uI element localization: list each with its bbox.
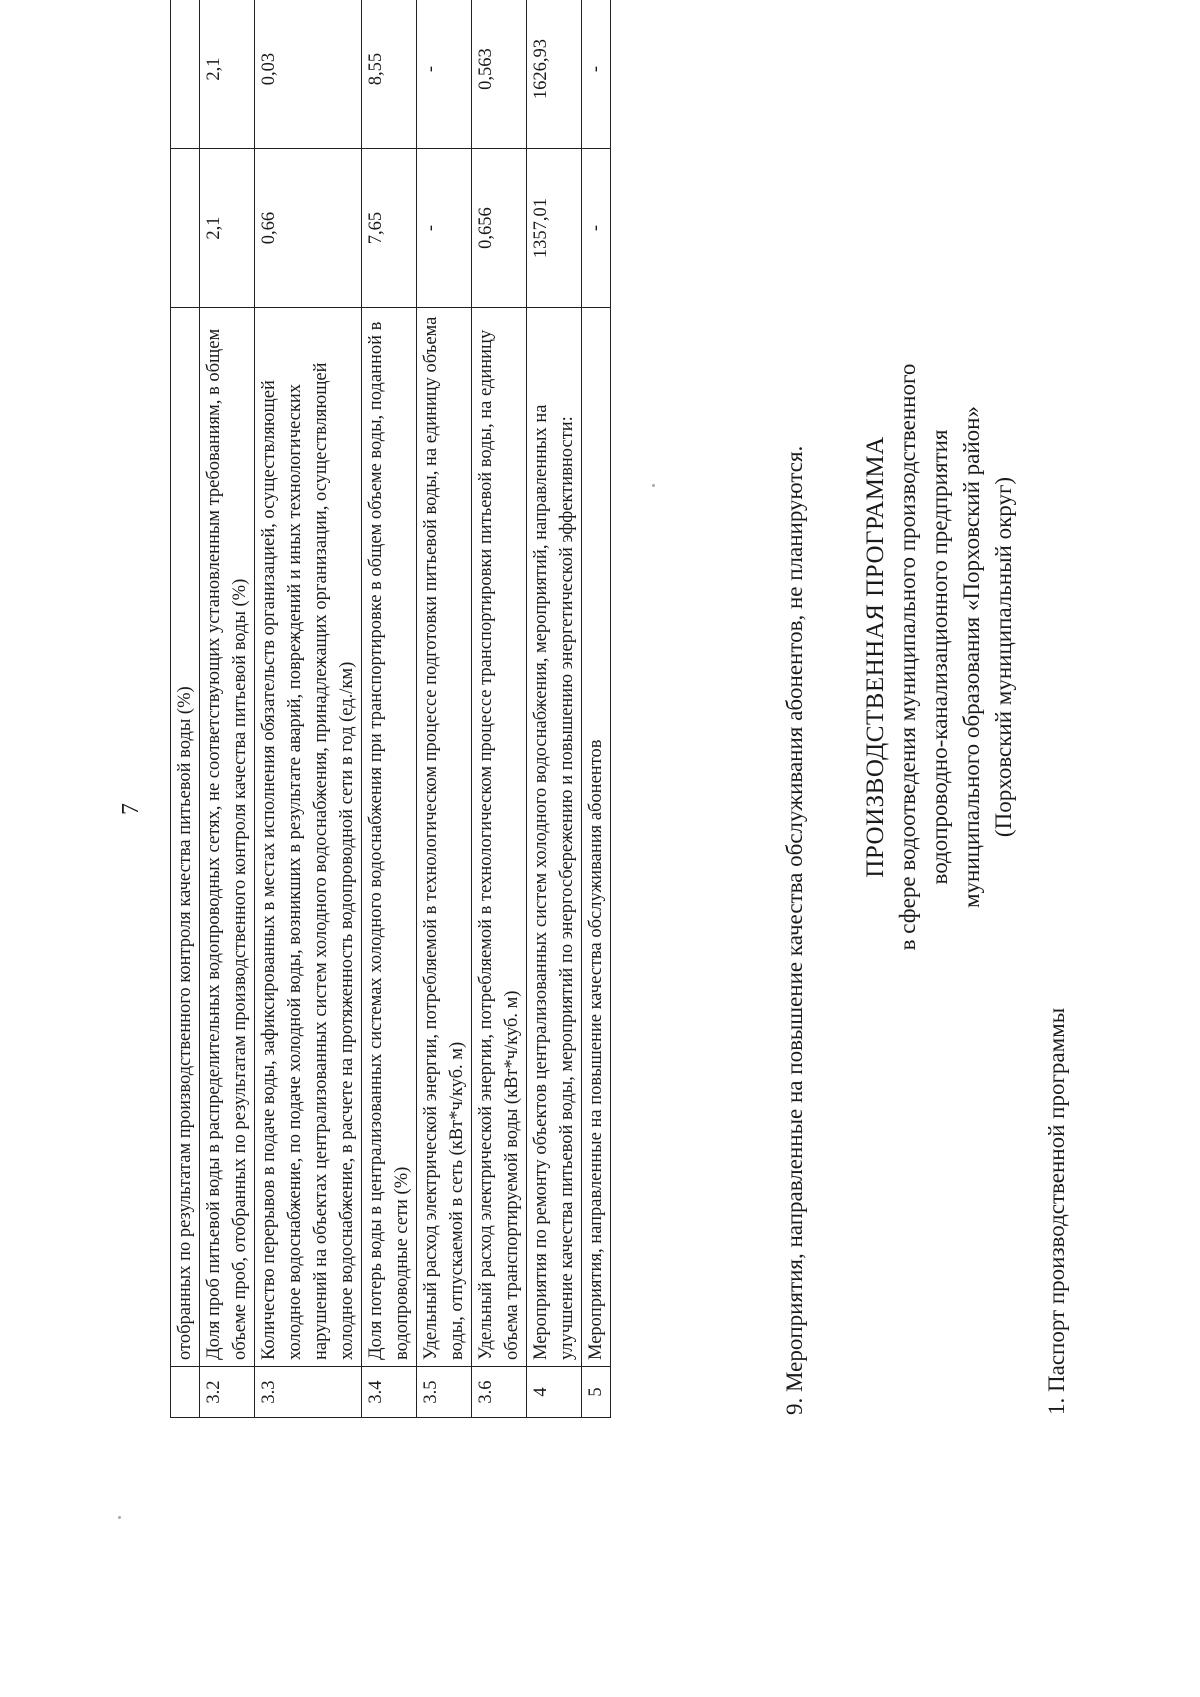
value-year-1: 7,65 (362, 149, 417, 308)
value-year-1: - (417, 149, 472, 308)
table-row (527, 0, 582, 1418)
table-row (417, 0, 472, 1418)
program-heading-block (860, 177, 1020, 1137)
row-number (171, 1367, 200, 1418)
program-subtitle-line: (Порховский муниципальный округ) (991, 476, 1016, 838)
indicators-table (170, 0, 611, 1418)
row-number: 3.4 (362, 1367, 417, 1418)
table-row (255, 0, 362, 1418)
row-number: 5 (582, 1367, 611, 1418)
indicator-name: Доля проб питьевой воды в распределительных водопроводных сетях, не соответствующих установленным требованиям, в общем объеме проб, отобранных по результатам производственного контроля качества питьевой воды (%) (200, 308, 255, 1367)
table-row (582, 0, 611, 1418)
indicator-name: Количество перерывов в подаче воды, зафиксированных в местах исполнения обязательств организацией, осуществляющей холодное водоснабжение, по подаче холодной воды, возникших в результате аварий, повреждений и иных технологических нарушений на объектах централизованных систем холодного водоснабжения, принадлежащих организации, осуществляющей холодное водоснабжение, в расчете на протяженность водопроводной сети в год (ед./км) (255, 308, 362, 1367)
value-year-2: 0,563 (472, 0, 527, 149)
row-number: 4 (527, 1367, 582, 1418)
value-year-1: - (582, 149, 611, 308)
value-year-2: - (417, 0, 472, 149)
indicator-name: Удельный расход электрической энергии, потребляемой в технологическом процессе подготовки питьевой воды, на единицу объема воды, отпускаемой в сеть (кВт*ч/куб. м) (417, 308, 472, 1367)
row-number: 3.5 (417, 1367, 472, 1418)
scan-speck (118, 1516, 121, 1519)
program-title: ПРОИЗВОДСТВЕННАЯ ПРОГРАММА (862, 436, 889, 878)
value-year-2: - (582, 0, 611, 149)
table-row (200, 0, 255, 1418)
row-number: 3.3 (255, 1367, 362, 1418)
table-row (171, 0, 200, 1418)
scan-speck (652, 484, 655, 487)
program-subtitle-line: муниципального образования «Порховский район» (959, 406, 984, 909)
value-year-1 (171, 149, 200, 308)
page-number: 7 (118, 803, 144, 815)
program-subtitle-line: водопроводно-канализационного предприятия (927, 429, 952, 885)
value-year-1: 1357,01 (527, 149, 582, 308)
section-1-heading: 1. Паспорт производственной программы (1044, 1007, 1069, 1415)
value-year-1: 0,656 (472, 149, 527, 308)
indicator-name: Удельный расход электрической энергии, потребляемой в технологическом процессе транспортировки питьевой воды, на единицу объема транспортируемой воды (кВт*ч/куб. м) (472, 308, 527, 1367)
value-year-2: 1626,93 (527, 0, 582, 149)
value-year-1: 0,66 (255, 149, 362, 308)
indicator-name: Доля потерь воды в централизованных системах холодного водоснабжения при транспортировке в общем объеме воды, поданной в водопроводные сети (%) (362, 308, 417, 1367)
value-year-2: 8,55 (362, 0, 417, 149)
value-year-2: 2,1 (200, 0, 255, 149)
value-year-2 (171, 0, 200, 149)
row-number: 3.2 (200, 1367, 255, 1418)
value-year-2: 0,03 (255, 0, 362, 149)
indicator-name: отобранных по результатам производственного контроля качества питьевой воды (%) (171, 308, 200, 1367)
row-number: 3.6 (472, 1367, 527, 1418)
program-subtitle-line: в сфере водоотведения муниципального производственного (895, 363, 920, 951)
section-9-paragraph: 9. Мероприятия, направленные на повышение качества обслуживания абонентов, не планируются. (782, 445, 807, 1415)
indicator-name: Мероприятия, направленные на повышение качества обслуживания абонентов (582, 308, 611, 1367)
table-row (472, 0, 527, 1418)
value-year-1: 2,1 (200, 149, 255, 308)
table-row (362, 0, 417, 1418)
indicator-name: Мероприятия по ремонту объектов централизованных систем холодного водоснабжения, мероприятий, направленных на улучшение качества питьевой воды, мероприятий по энергосбережению и повышению энергетической эффективности: (527, 308, 582, 1367)
